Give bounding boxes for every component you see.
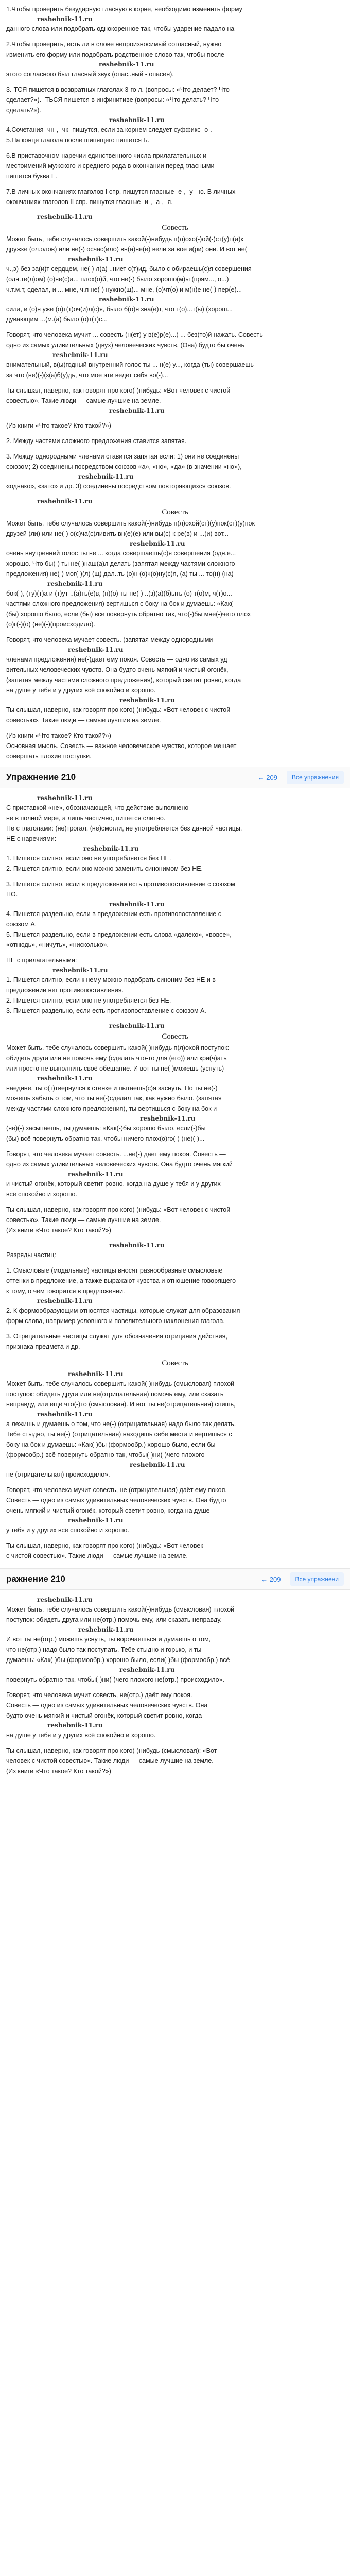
text-line: поступок: обидеть друга или не(отр.) помочь ему, или сказать неправду. bbox=[6, 1616, 222, 1623]
text-line: (запятая между частями сложного предложения), который светит ровно, когда bbox=[6, 676, 241, 684]
story-block-4 bbox=[6, 1357, 344, 1561]
text-line: предложения) не(-) мог(-)(л) (щ) дал..ть (о)н (о)ч(о)ну(с)я, (а) ты ... то(н) (на) bbox=[6, 570, 234, 578]
text-line: Тебе стыдно, ты не(-) (отрицательная) находишь себе места и вертишься с bbox=[6, 1431, 232, 1438]
text-line: Может быть, тебе случалось совершить какой(-)нибудь п(л)охой(ст)(у)пок(ст)(у)пок bbox=[6, 520, 255, 527]
text-line: дружке (ол.олов) или не(-) осчас(ило) вн(а)не(е) вели за вое и(ри) они. И вот не( bbox=[6, 246, 247, 253]
watermark: reshebnik-11.ru bbox=[109, 901, 165, 908]
watermark: reshebnik-11.ru bbox=[130, 540, 185, 547]
text-line: 6.В приставочном наречии единственного числа прилагательных и bbox=[6, 152, 207, 159]
text-line: дувающим ...(м.(а) было (о)т(т)с... bbox=[6, 316, 108, 323]
text-line: 2.Чтобы проверить, есть ли в слове непроизносимый согласный, нужно bbox=[6, 41, 222, 48]
text-line: совершать плохие поступки. bbox=[6, 753, 92, 760]
watermark: reshebnik-11.ru bbox=[37, 1297, 93, 1304]
text-line: 1. Пишется слитно, если к нему можно подобрать синоним без НЕ и в bbox=[6, 976, 216, 984]
watermark: reshebnik-11.ru bbox=[52, 967, 108, 974]
text-line: (не)(-) засыпаешь, ты думаешь: «Как(-)бы хорошо было, если(-)бы bbox=[6, 1125, 206, 1132]
story-block-1 bbox=[6, 212, 344, 431]
watermark: reshebnik-11.ru bbox=[47, 1722, 103, 1729]
text-line: 3. Пишется раздельно, если есть противопоставление с союзом А. bbox=[6, 1007, 206, 1014]
text-line: внимательный, в(ы)годный внутренний голос ты ... н(е) у..., когда (ты) совершаешь bbox=[6, 361, 254, 368]
text-line: наедине, ты о(т)твернулся к стенке и пытаешь(с)я заснуть. Но ты не(-) bbox=[6, 1084, 218, 1092]
text-line: «отнюдь», «ничуть», «нисколько». bbox=[6, 941, 109, 948]
story-block-5 bbox=[6, 1595, 344, 1776]
watermark: reshebnik-11.ru bbox=[119, 697, 175, 704]
text-line: Говорят, что человека мучает совесть. (запятая между однородными bbox=[6, 636, 213, 643]
source-line: (Из книги «Что такое? Кто такой?») bbox=[6, 1227, 111, 1234]
text-line: у тебя и у других всё спокойно и хорошо. bbox=[6, 1527, 129, 1534]
watermark: reshebnik-11.ru bbox=[68, 256, 124, 263]
text-line: что не(отр.) надо было так поступать. Тебе стыдно и горько, и ты bbox=[6, 1646, 202, 1653]
exercise-title: Упражнение 210 bbox=[6, 772, 76, 782]
text-line: ч.т.м.т, сделал, и ... мне, ч.п не(-) нужно(щ)... мне, (о)чт(о) и м(н)е не(-) пер(е)... bbox=[6, 286, 242, 293]
text-line: к тому, о чём говорится в предложении. bbox=[6, 1287, 125, 1295]
text-line: 2. Пишется слитно, если оно не употребляется без НЕ. bbox=[6, 997, 171, 1004]
watermark: reshebnik-11.ru bbox=[68, 1171, 124, 1178]
text-line: одно из самых удивительных человеческих чувств. Она будто очень мягкий bbox=[6, 1161, 233, 1168]
prev-exercise-link[interactable]: ← 209 bbox=[261, 1575, 281, 1583]
watermark: reshebnik-11.ru bbox=[119, 1666, 175, 1673]
watermark: reshebnik-11.ru bbox=[37, 1075, 93, 1082]
text-line: 5. Пишется раздельно, если в предложении есть слова «далеко», «вовсе», bbox=[6, 931, 232, 938]
text-line: 3. Пишется слитно, если в предложении есть противопоставление с союзом bbox=[6, 880, 235, 888]
watermark: reshebnik-11.ru bbox=[83, 845, 139, 852]
text-line: 4.Сочетания -чн-, -чк- пишутся, если за корнем следует суффикс -о-. bbox=[6, 126, 212, 133]
text-line: одно из самых удивительных (двух) человеческих чувств. (Она) будто бы очень bbox=[6, 342, 244, 349]
text-line: Говорят, что человека мучает совесть. ...не(-) дает ему покоя. Совесть — bbox=[6, 1150, 226, 1158]
text-line: предложении нет противопоставления. bbox=[6, 987, 124, 994]
text-line: повернуть обратно так, чтобы(-)ни(-)чего плохого не(отр.) происходило». bbox=[6, 1676, 225, 1683]
watermark: reshebnik-11.ru bbox=[37, 213, 93, 221]
watermark: reshebnik-11.ru bbox=[37, 1596, 93, 1603]
watermark: reshebnik-11.ru bbox=[37, 1411, 93, 1418]
text-line: 5.На конце глагола после шипящего пишется Ь. bbox=[6, 137, 150, 144]
watermark: reshebnik-11.ru bbox=[99, 61, 154, 68]
watermark: reshebnik-11.ru bbox=[37, 15, 93, 23]
text-line: совестью». Такие люди — самые лучшие на земле. bbox=[6, 1216, 161, 1224]
text-line: очень мягкий и чистый огонёк, который светит ровно, когда на душе bbox=[6, 1507, 210, 1514]
watermark: reshebnik-11.ru bbox=[68, 1517, 124, 1524]
watermark: reshebnik-11.ru bbox=[109, 116, 165, 124]
text-line: между частями сложного предложения), ты вертишься с боку на бок и bbox=[6, 1105, 217, 1112]
text-line: Ты слышал, наверно, как говорят про кого(-)нибудь: «Вот человек с чистой bbox=[6, 1206, 231, 1213]
exercise-header bbox=[0, 767, 350, 788]
text-line: 2. Пишется слитно, если оно можно заменить синонимом без НЕ. bbox=[6, 865, 203, 872]
text-line: Основная мысль. Совесть — важное человеческое чувство, которое мешает bbox=[6, 742, 237, 750]
text-line: 1. Смысловые (модальные) частицы вносят разнообразные смысловые bbox=[6, 1267, 223, 1274]
watermark: reshebnik-11.ru bbox=[37, 498, 93, 505]
watermark: reshebnik-11.ru bbox=[78, 1626, 134, 1633]
text-line: 7.В личных окончаниях глаголов I спр. пишутся гласные -е-, -у- -ю. В личных bbox=[6, 188, 236, 195]
text-line: Может быть, тебе случалось совершить какой(-)нибудь п(л)охой поступок: bbox=[6, 1044, 230, 1052]
text-line: боку на бок и думаешь: «Как(-)бы (формообр.) хорошо было, если бы bbox=[6, 1441, 216, 1448]
text-line: на душе у тебя и у других всё спокойно и хорошо. bbox=[6, 1732, 156, 1739]
text-line: а лежишь и думаешь о том, что не(-) (отрицательная) надо было так делать. bbox=[6, 1420, 236, 1428]
story-title: Совесть bbox=[162, 224, 188, 232]
text-line: (одн.те(л)ом) (о)не(с)а... плох(о)й, что не(-) было хорошо(м)ы (прям..., о...) bbox=[6, 276, 229, 283]
story-title: Совесть bbox=[162, 508, 188, 516]
text-line: Говорят, что человека мучит совесть, не(отр.) даёт ему покоя. bbox=[6, 1691, 192, 1699]
text-line: Разряды частиц: bbox=[6, 1251, 56, 1259]
text-line: союзом А. bbox=[6, 921, 37, 928]
text-line: 2. К формообразующим относятся частицы, которые служат для образования bbox=[6, 1307, 240, 1314]
section-rules-1 bbox=[6, 0, 344, 207]
text-line: с чистой совестью». Такие люди — самые лучшие на земле. bbox=[6, 1552, 188, 1560]
text-line: 3.-ТСЯ пишется в возвратных глаголах 3-го л. (вопросы: «Что делает? Что bbox=[6, 86, 230, 93]
watermark: reshebnik-11.ru bbox=[109, 1242, 165, 1249]
text-line: не (отрицательная) происходило». bbox=[6, 1471, 110, 1478]
text-line: человек с чистой совестью». Такие люди — самые лучшие на земле. bbox=[6, 1757, 214, 1765]
text-line: 3. Между однородными членами ставится запятая если: 1) они не соединены bbox=[6, 453, 239, 460]
text-line: неправду, или ещё что(-)то (смысловая). И вот ты не(отрицательная) спишь, bbox=[6, 1401, 236, 1408]
text-line: можешь забыть о том, что ты не(-)сделал так, как нужно было. (запятая bbox=[6, 1095, 222, 1102]
text-line: Ты слышал, наверно, как говорят про кого(-)нибудь: «Вот человек с чистой bbox=[6, 387, 231, 394]
story-block-2 bbox=[6, 497, 344, 761]
story-title: Совесть bbox=[162, 1032, 188, 1041]
watermark: reshebnik-11.ru bbox=[68, 646, 124, 653]
text-line: хорошо. Что бы(-) ты не(-)наш(а)л делать (запятая между частями сложного bbox=[6, 560, 235, 567]
text-line: 2. Между частями сложного предложения ставится запятая. bbox=[6, 437, 187, 445]
text-line: форм слова, например условного и повелительного наклонения глагола. bbox=[6, 1317, 225, 1325]
story-block-3 bbox=[6, 1021, 344, 1235]
section-rules-5 bbox=[6, 1241, 344, 1352]
text-line: (Из книги «Что такое? Кто такой?») bbox=[6, 422, 111, 429]
story-title: Совесть bbox=[162, 1359, 188, 1367]
text-line: сила, и (о)н уже (о)т(т)оч(и)л(с)я, было б(о)н зна(е)т, что т(о)...т(ы) (хорош... bbox=[6, 306, 233, 313]
text-line: и чистый огонёк, который светит ровно, когда на душе у тебя и у других bbox=[6, 1180, 221, 1188]
text-line: Ты слышал, наверно, как говорят про кого(-)нибудь: «Вот человек bbox=[6, 1542, 203, 1549]
text-line: поступок: обидеть друга или не(отрицательная) помочь ему, или сказать bbox=[6, 1391, 224, 1398]
exercise-title: ражнение 210 bbox=[6, 1574, 65, 1584]
text-line: Не с глаголами: (не)трогал, (не)смогли, не употребляется без данной частицы. bbox=[6, 825, 242, 832]
source-line: (Из книги «Что такое? Кто такой?») bbox=[6, 732, 111, 739]
text-line: Может быть, тебе случалось совершить какой(-)нибудь п(л)охо(-)ой(-)ст(у)п(а)к bbox=[6, 235, 243, 243]
watermark: reshebnik-11.ru bbox=[47, 580, 103, 587]
text-line: на душе у тебя и у других всё спокойно и хорошо. bbox=[6, 687, 156, 694]
text-line: НО. bbox=[6, 891, 18, 898]
watermark: reshebnik-11.ru bbox=[140, 1115, 196, 1122]
source-line: (Из книги «Что такое? Кто такой?») bbox=[6, 1768, 111, 1775]
text-line: думаешь: «Как(-)бы (формообр.) хорошо было, если(-)бы (формообр.) всё bbox=[6, 1656, 230, 1664]
text-line: оттенки в предложение, а также выражают чувства и отношение говорящего bbox=[6, 1277, 236, 1284]
watermark: reshebnik-11.ru bbox=[99, 296, 154, 303]
text-line: совестью». Такие люди — самые лучшие на земле. bbox=[6, 397, 161, 404]
text-line: сделает?»). -ТЬСЯ пишется в инфинитиве (вопросы: «Что делать? Что bbox=[6, 96, 219, 104]
text-line: очень внутренний голос ты не ... когда совершаешь(с)я совершения (одн.е... bbox=[6, 550, 236, 557]
text-line: 4. Пишется раздельно, если в предложении есть противопоставление с bbox=[6, 910, 221, 918]
text-line: Ты слышал, наверно, как говорят про кого(-)нибудь: «Вот человек с чистой bbox=[6, 706, 231, 714]
text-line: 1.Чтобы проверить безударную гласную в корне, необходимо изменить форму bbox=[6, 6, 242, 13]
text-line: ч.,э) без за(и)т сердцем, не(-) л(а) ..ниет с(т)ид, было с обираешь(с)я совершения bbox=[6, 265, 252, 273]
text-line: данного слова или подобрать однокоренное так, чтобы ударение падало на bbox=[6, 25, 235, 32]
text-line: Совесть — одно из самых удивительных человеческих чувств. Она bbox=[6, 1702, 208, 1709]
section-rules-2 bbox=[6, 436, 344, 492]
text-line: (о)г(-)(о) (не)(-)(происходило). bbox=[6, 621, 95, 628]
watermark: reshebnik-11.ru bbox=[52, 351, 108, 359]
text-line: (формообр.) всё повернуть обратно так, чтобы(-)ни(-)чего плохого bbox=[6, 1451, 205, 1459]
text-line: «однако», «зато» и др. 3) соединены посредством повторяющихся союзов. bbox=[6, 483, 231, 490]
text-line: Говорят, что человека мучит совесть, не (отрицательная) даёт ему покоя. bbox=[6, 1486, 227, 1494]
text-line: не в полной мере, а лишь частично, пишется слитно. bbox=[6, 815, 166, 822]
text-line: друзей (ли) или не(-) о(с)ча(с)ливить вн(е)(е) или вы(с) к ре(в) и ...(и) вот... bbox=[6, 530, 229, 537]
text-line: союзом; 2) соединены посредством союзов «а», «но», «да» (в значении «но»), bbox=[6, 463, 242, 470]
text-line: членами предложения) не(-)дает ему покоя. Совесть — одно из самых уд bbox=[6, 656, 227, 663]
all-exercises-button[interactable]: Все упражнения bbox=[287, 771, 344, 784]
watermark: reshebnik-11.ru bbox=[37, 794, 93, 802]
text-line: Может быть, тебе случалось совершить какой(-)нибудь (смысловая) плохой bbox=[6, 1606, 235, 1613]
text-line: вительных человеческих чувств. Она будто очень мягкий и чистый огонёк, bbox=[6, 666, 229, 673]
text-line: сделать?»). bbox=[6, 107, 41, 114]
all-exercises-button[interactable]: Все упражнени bbox=[290, 1572, 344, 1586]
text-line: И вот ты не(отр.) можешь уснуть, ты ворочаешься и думаешь о том, bbox=[6, 1636, 211, 1643]
watermark: reshebnik-11.ru bbox=[109, 407, 165, 414]
text-line: Может быть, тебе случалось совершить какой(-)нибудь (смысловая) плохой bbox=[6, 1380, 235, 1387]
watermark: reshebnik-11.ru bbox=[78, 473, 134, 480]
text-line: 1. Пишется слитно, если оно не употребляется без НЕ. bbox=[6, 855, 171, 862]
text-line: признака предмета и др. bbox=[6, 1343, 80, 1350]
text-line: будто очень мягкий и чистый огонёк, который светит ровно, когда bbox=[6, 1712, 202, 1719]
text-line: частями сложного предложения) вертишься с боку на бок и думаешь: «Как(- bbox=[6, 600, 235, 607]
text-line: обидеть друга или не помочь ему (сделать что-то для (его)) или кри(ч)ать bbox=[6, 1055, 227, 1062]
text-line: или просто не выполнить своё обещание. И вот ты не(-)можешь (уснуть) bbox=[6, 1065, 224, 1072]
text-line: НЕ с наречиями: bbox=[6, 835, 57, 842]
text-line: (бы) хорошо было, если (бы) все повернуть обратно так, что(-)бы мне(-)чего плох bbox=[6, 611, 251, 618]
text-line: пишется буква Е. bbox=[6, 173, 58, 180]
exercise-header-repeat bbox=[0, 1568, 350, 1590]
watermark: reshebnik-11.ru bbox=[68, 1370, 124, 1378]
text-line: 3. Отрицательные частицы служат для обозначения отрицания действия, bbox=[6, 1333, 227, 1340]
text-line: НЕ с прилагательными: bbox=[6, 957, 77, 964]
text-line: С приставкой «не», обозначающей, что действие выполнено bbox=[6, 804, 189, 811]
text-line: совестью». Такие люди — самые лучшие на земле. bbox=[6, 717, 161, 724]
watermark: reshebnik-11.ru bbox=[130, 1461, 185, 1468]
text-line: за что (не)(-)(з(а)б(у)дь, что мое эти ведет себя во(-)... bbox=[6, 371, 168, 379]
text-line: изменить его форму или подобрать родственное слово так, чтобы после bbox=[6, 51, 225, 58]
text-line: Говорят, что человека мучит ... совесть (н(ет) у в(е)р(е)...) ... без(то)й нажать. Совесть — bbox=[6, 331, 271, 338]
section-rules-4 bbox=[6, 793, 344, 1016]
text-line: этого согласного был гласный звук (опас..ный - опасен). bbox=[6, 71, 174, 78]
watermark: reshebnik-11.ru bbox=[109, 1022, 165, 1029]
text-line: окончаниях глаголов II спр. пишутся гласные -и-, -а-, -я. bbox=[6, 198, 173, 206]
text-line: (бы) всё повернуть обратно так, чтобы ничего плох(о)го(-) (не)(-)... bbox=[6, 1135, 205, 1142]
text-line: бок(-), (ту)(т)а и (т)ут ..(а)ть(е)в, (н)(о) ты не(-) ..(з)(а)(б)ыть (о) т(о)м, ч(т)о... bbox=[6, 590, 232, 597]
text-line: всё спокойно и хорошо. bbox=[6, 1191, 77, 1198]
text-line: Ты слышал, наверно, как говорят про кого(-)нибудь (смысловая): «Вот bbox=[6, 1747, 217, 1754]
prev-exercise-link[interactable]: ← 209 bbox=[257, 773, 277, 782]
text-line: Совесть — одно из самых удивительных человеческих чувств. Она будто bbox=[6, 1497, 226, 1504]
text-line: местоимений мужского и среднего рода в окончании перед гласными bbox=[6, 162, 215, 170]
